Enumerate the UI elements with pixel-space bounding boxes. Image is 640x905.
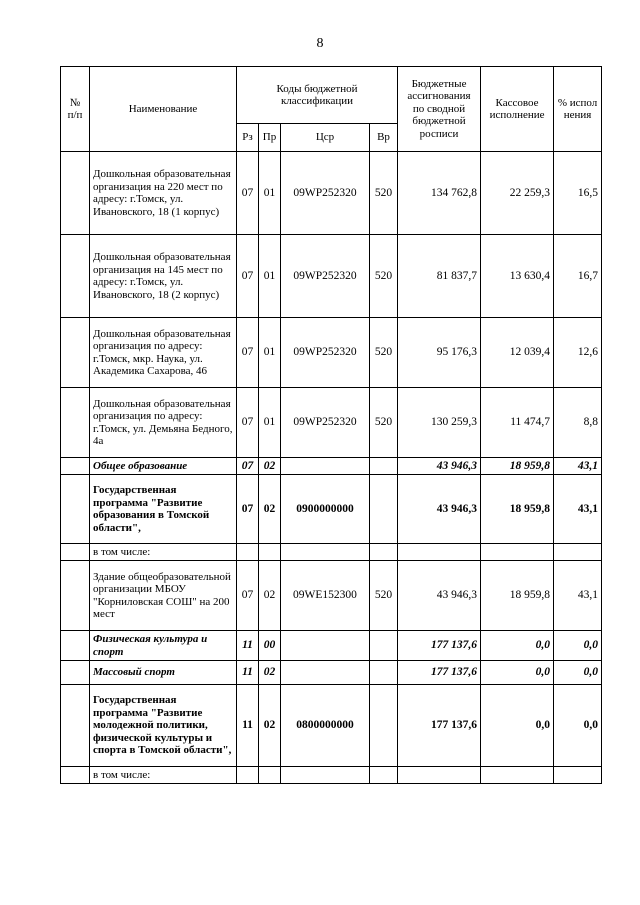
cell-assignments: 43 946,3 xyxy=(398,475,481,544)
cell-percent: 0,0 xyxy=(554,661,602,685)
cell-rz: 07 xyxy=(237,475,259,544)
cell-name: Государственная программа "Развитие молодежной политики, физической культуры и спорта в Томской области", xyxy=(90,685,237,767)
cell-name: Здание общеобразовательной организации МБОУ "Корниловская СОШ" на 200 мест xyxy=(90,561,237,631)
cell-cash-execution: 22 259,3 xyxy=(481,152,554,235)
cell-vr: 520 xyxy=(370,561,398,631)
cell-cash-execution xyxy=(481,544,554,561)
header-cash-execution: Кассовое исполнение xyxy=(481,67,554,152)
header-name: Наименование xyxy=(90,67,237,152)
cell-cash-execution: 18 959,8 xyxy=(481,458,554,475)
cell-pr: 02 xyxy=(259,458,281,475)
cell-vr: 520 xyxy=(370,152,398,235)
cell-vr xyxy=(370,631,398,661)
cell-csr xyxy=(281,458,370,475)
cell-vr: 520 xyxy=(370,235,398,318)
cell-name: в том числе: xyxy=(90,544,237,561)
cell-name: Государственная программа "Развитие образования в Томской области", xyxy=(90,475,237,544)
cell-csr: 09WP252320 xyxy=(281,388,370,458)
cell-rz: 11 xyxy=(237,631,259,661)
cell-vr: 520 xyxy=(370,388,398,458)
cell-percent xyxy=(554,767,602,784)
cell-assignments: 177 137,6 xyxy=(398,685,481,767)
cell-rz: 07 xyxy=(237,235,259,318)
cell-assignments: 43 946,3 xyxy=(398,561,481,631)
header-codes: Коды бюджетной классификации xyxy=(237,67,398,124)
table-row xyxy=(61,235,602,318)
header-assignments: Бюджетные ассигнования по сводной бюджетной росписи xyxy=(398,67,481,152)
cell-num xyxy=(61,661,90,685)
cell-csr: 09WP252320 xyxy=(281,235,370,318)
cell-pr: 01 xyxy=(259,318,281,388)
table-row-subtotal xyxy=(61,661,602,685)
cell-pr: 02 xyxy=(259,685,281,767)
cell-cash-execution: 12 039,4 xyxy=(481,318,554,388)
cell-assignments: 81 837,7 xyxy=(398,235,481,318)
cell-assignments: 43 946,3 xyxy=(398,458,481,475)
cell-vr xyxy=(370,685,398,767)
cell-num xyxy=(61,152,90,235)
cell-assignments: 95 176,3 xyxy=(398,318,481,388)
budget-execution-table xyxy=(60,66,602,784)
cell-assignments: 177 137,6 xyxy=(398,631,481,661)
cell-num xyxy=(61,544,90,561)
cell-vr xyxy=(370,661,398,685)
cell-cash-execution: 0,0 xyxy=(481,685,554,767)
cell-percent: 8,8 xyxy=(554,388,602,458)
table-row-subtotal xyxy=(61,458,602,475)
cell-percent: 43,1 xyxy=(554,458,602,475)
cell-pr xyxy=(259,544,281,561)
cell-vr xyxy=(370,475,398,544)
table-row xyxy=(61,388,602,458)
page-number: 8 xyxy=(316,36,324,51)
cell-percent xyxy=(554,544,602,561)
cell-cash-execution: 13 630,4 xyxy=(481,235,554,318)
cell-rz: 07 xyxy=(237,318,259,388)
cell-csr: 0900000000 xyxy=(281,475,370,544)
cell-assignments: 177 137,6 xyxy=(398,661,481,685)
table-row xyxy=(61,152,602,235)
cell-csr: 0800000000 xyxy=(281,685,370,767)
cell-pr: 02 xyxy=(259,661,281,685)
cell-name: в том числе: xyxy=(90,767,237,784)
cell-percent: 12,6 xyxy=(554,318,602,388)
table-row xyxy=(61,767,602,784)
cell-assignments: 130 259,3 xyxy=(398,388,481,458)
cell-rz: 07 xyxy=(237,152,259,235)
cell-csr xyxy=(281,631,370,661)
cell-vr: 520 xyxy=(370,318,398,388)
cell-pr: 01 xyxy=(259,388,281,458)
cell-percent: 16,5 xyxy=(554,152,602,235)
cell-rz: 07 xyxy=(237,561,259,631)
cell-assignments xyxy=(398,767,481,784)
cell-percent: 43,1 xyxy=(554,475,602,544)
cell-percent: 16,7 xyxy=(554,235,602,318)
cell-rz: 11 xyxy=(237,685,259,767)
cell-csr xyxy=(281,661,370,685)
cell-name: Дошкольная образовательная организация по адресу: г.Томск, мкр. Наука, ул. Академика Сахарова, 46 xyxy=(90,318,237,388)
cell-assignments: 134 762,8 xyxy=(398,152,481,235)
cell-csr: 09WE152300 xyxy=(281,561,370,631)
cell-name: Массовый спорт xyxy=(90,661,237,685)
cell-num xyxy=(61,561,90,631)
cell-name: Дошкольная образовательная организация по адресу: г.Томск, ул. Демьяна Бедного, 4а xyxy=(90,388,237,458)
cell-name: Дошкольная образовательная организация на 145 мест по адресу: г.Томск, ул. Ивановского, 18 (2 корпус) xyxy=(90,235,237,318)
header-percent: % испол нения xyxy=(554,67,602,152)
cell-rz: 11 xyxy=(237,661,259,685)
cell-num xyxy=(61,767,90,784)
cell-num xyxy=(61,318,90,388)
cell-cash-execution: 0,0 xyxy=(481,631,554,661)
table-row-program xyxy=(61,475,602,544)
cell-pr: 01 xyxy=(259,152,281,235)
cell-percent: 0,0 xyxy=(554,631,602,661)
cell-rz: 07 xyxy=(237,388,259,458)
header-vr: Вр xyxy=(370,124,398,152)
table-row-program xyxy=(61,685,602,767)
cell-vr xyxy=(370,458,398,475)
cell-vr xyxy=(370,544,398,561)
cell-percent: 43,1 xyxy=(554,561,602,631)
cell-cash-execution: 18 959,8 xyxy=(481,561,554,631)
cell-pr: 02 xyxy=(259,475,281,544)
cell-num xyxy=(61,631,90,661)
cell-rz xyxy=(237,767,259,784)
cell-num xyxy=(61,458,90,475)
cell-pr xyxy=(259,767,281,784)
cell-rz xyxy=(237,544,259,561)
cell-cash-execution: 0,0 xyxy=(481,661,554,685)
header-rz: Рз xyxy=(237,124,259,152)
cell-csr: 09WP252320 xyxy=(281,318,370,388)
table-row-subtotal xyxy=(61,631,602,661)
cell-num xyxy=(61,388,90,458)
cell-pr: 00 xyxy=(259,631,281,661)
cell-assignments xyxy=(398,544,481,561)
cell-num xyxy=(61,235,90,318)
cell-cash-execution: 18 959,8 xyxy=(481,475,554,544)
cell-name: Физическая культура и спорт xyxy=(90,631,237,661)
cell-percent: 0,0 xyxy=(554,685,602,767)
cell-csr: 09WP252320 xyxy=(281,152,370,235)
cell-num xyxy=(61,685,90,767)
cell-vr xyxy=(370,767,398,784)
cell-cash-execution xyxy=(481,767,554,784)
cell-pr: 02 xyxy=(259,561,281,631)
header-num: № п/п xyxy=(61,67,90,152)
table-row xyxy=(61,318,602,388)
cell-rz: 07 xyxy=(237,458,259,475)
cell-cash-execution: 11 474,7 xyxy=(481,388,554,458)
header-csr: Цср xyxy=(281,124,370,152)
cell-csr xyxy=(281,767,370,784)
cell-num xyxy=(61,475,90,544)
cell-pr: 01 xyxy=(259,235,281,318)
header-pr: Пр xyxy=(259,124,281,152)
cell-name: Общее образование xyxy=(90,458,237,475)
cell-csr xyxy=(281,544,370,561)
table-row xyxy=(61,561,602,631)
cell-name: Дошкольная образовательная организация на 220 мест по адресу: г.Томск, ул. Ивановского, 18 (1 корпус) xyxy=(90,152,237,235)
table-row xyxy=(61,544,602,561)
